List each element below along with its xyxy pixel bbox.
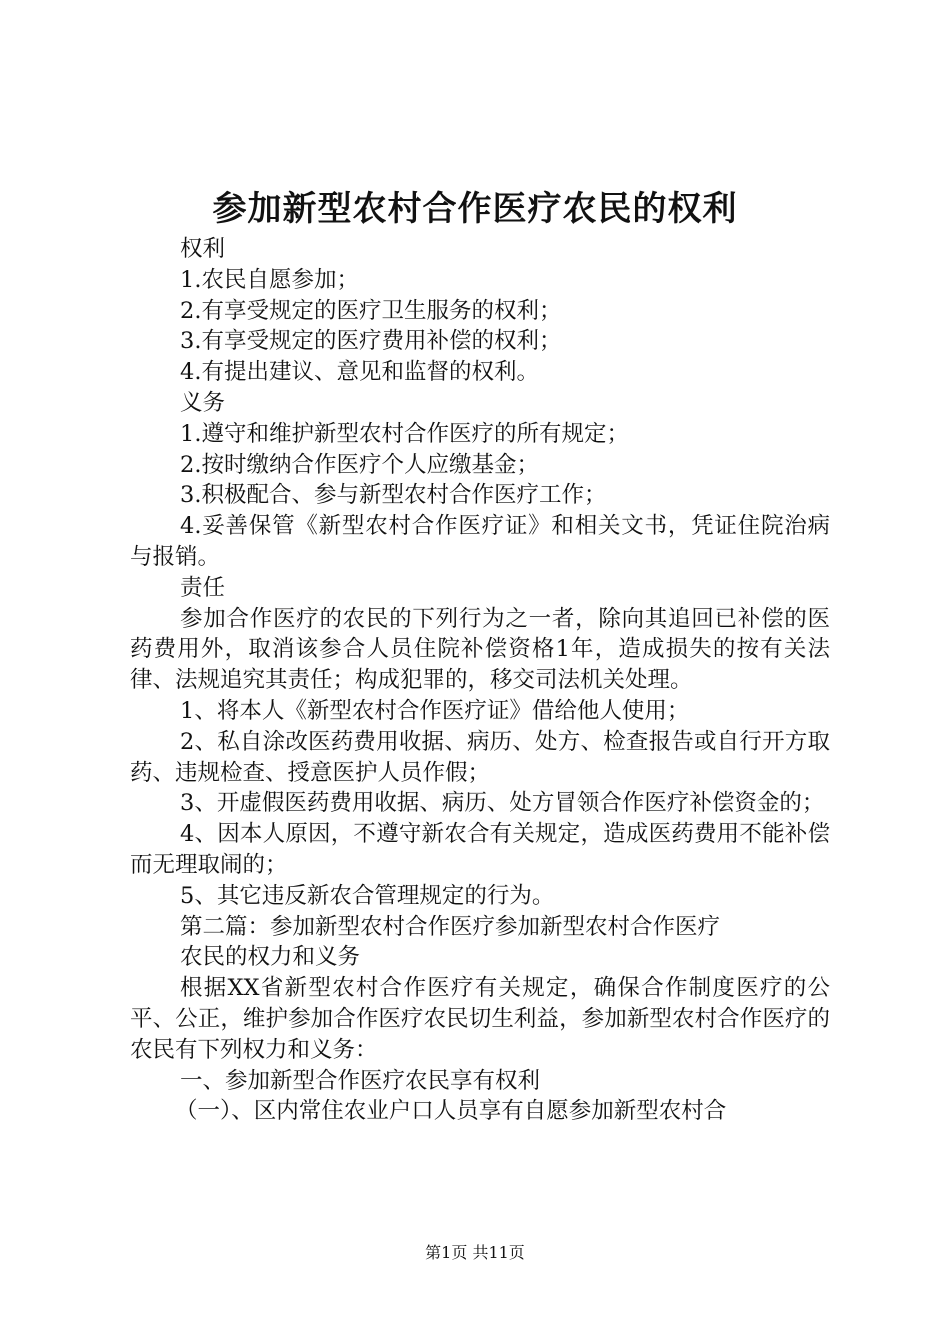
document-body [130, 234, 830, 1127]
responsibility-item-1: 1、将本人《新型农村合作医疗证》借给他人使用； [180, 697, 690, 724]
responsibility-intro: 参加合作医疗的农民的下列行为之一者，除向其追回已补偿的医药费用外，取消该参合人员住院补偿资格1年，造成损失的按有关法律、法规追究其责任；构成犯罪的，移交司法机关处理。 [130, 605, 830, 694]
part-two-intro: 根据XX省新型农村合作医疗有关规定，确保合作制度医疗的公平、公正，维护参加合作医疗农民切生利益，参加新型农村合作医疗的农民有下列权力和义务： [130, 975, 830, 1063]
responsibility-item-2: 2、私自涂改医药费用收据、病历、处方、检查报告或自行开方取药、违规检查、授意医护人员作假； [130, 728, 830, 786]
duties-item-1: 1.遵守和维护新型农村合作医疗的所有规定； [180, 420, 629, 447]
part-two-item-1: （一）、区内常住农业户口人员享有自愿参加新型农村合 [175, 1098, 727, 1125]
part-two-heading: 第二篇：参加新型农村合作医疗参加新型农村合作医疗 [180, 913, 721, 940]
duties-item-4: 4.妥善保管《新型农村合作医疗证》和相关文书，凭证住院治病与报销。 [130, 513, 830, 570]
part-two-section-1-heading: 一、参加新型合作医疗农民享有权利 [180, 1067, 541, 1094]
page-footer: 第1页 共11页 [425, 1243, 525, 1262]
rights-item-2: 2.有享受规定的医疗卫生服务的权利； [180, 297, 562, 324]
part-two-subheading: 农民的权力和义务 [180, 944, 361, 971]
document-title: 参加新型农村合作医疗农民的权利 [212, 189, 738, 229]
section-heading-rights: 权利 [180, 236, 226, 262]
section-heading-responsibility: 责任 [180, 574, 226, 601]
duties-item-2: 2.按时缴纳合作医疗个人应缴基金； [180, 451, 539, 478]
responsibility-item-3: 3、开虚假医药费用收据、病历、处方冒领合作医疗补偿资金的； [180, 790, 825, 817]
section-heading-duties: 义务 [180, 389, 226, 416]
duties-item-3: 3.积极配合、参与新型农村合作医疗工作； [180, 482, 607, 509]
rights-item-4: 4.有提出建议、意见和监督的权利。 [180, 359, 539, 386]
rights-item-3: 3.有享受规定的医疗费用补偿的权利； [180, 328, 562, 355]
rights-item-1: 1.农民自愿参加； [180, 266, 359, 293]
responsibility-item-4: 4、因本人原因，不遵守新农合有关规定，造成医药费用不能补偿而无理取闹的； [130, 821, 830, 878]
responsibility-item-5: 5、其它违反新农合管理规定的行为。 [180, 882, 555, 909]
